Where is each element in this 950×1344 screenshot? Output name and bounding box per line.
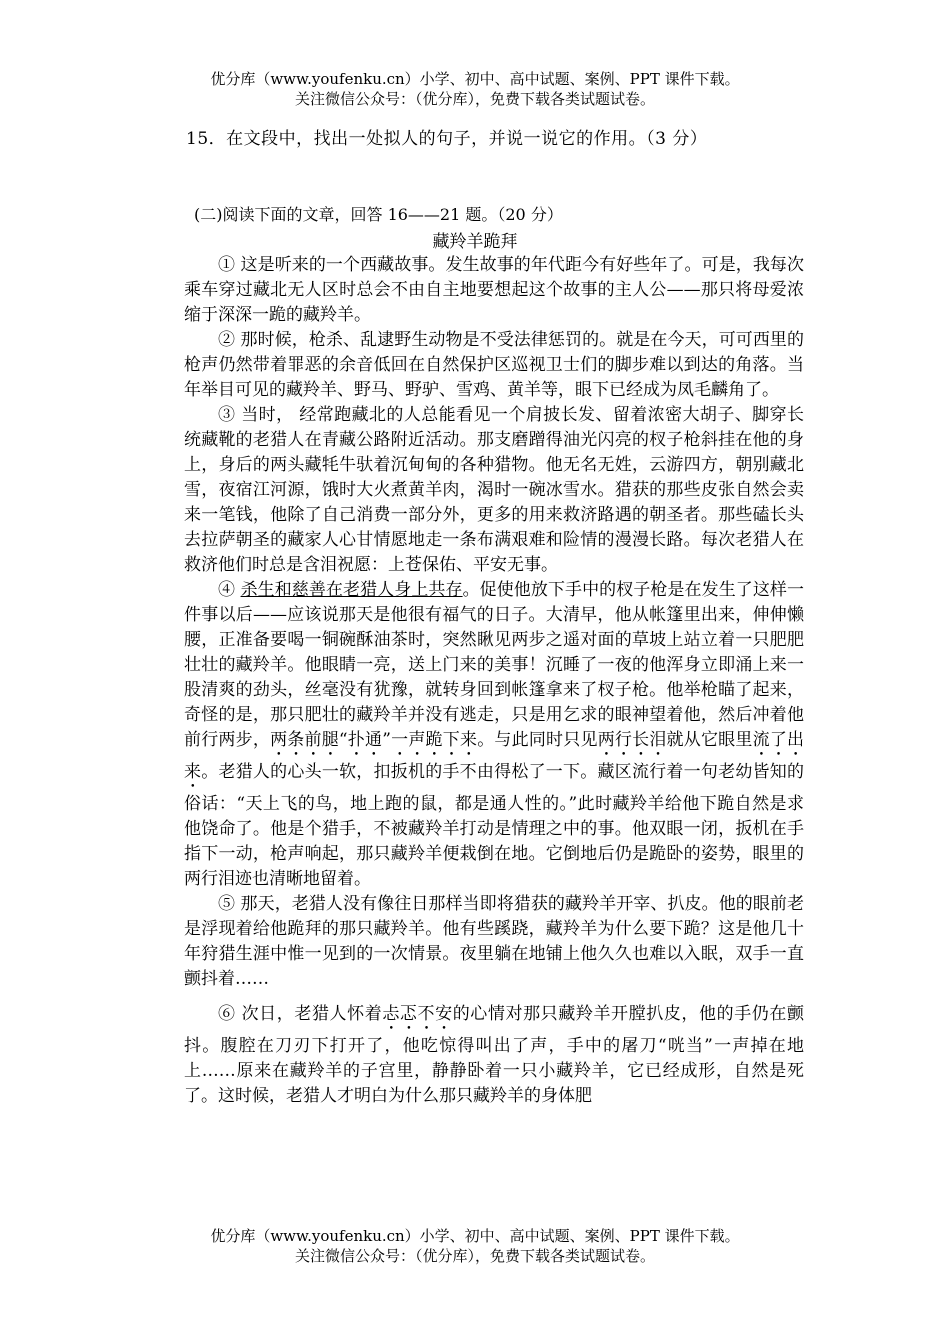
footer-line-1: 优分库（www.youfenku.cn）小学、初中、高中试题、案例、PPT 课件下载。 <box>210 1227 740 1245</box>
header-line-1: 优分库（www.youfenku.cn）小学、初中、高中试题、案例、PPT 课件下载。 <box>210 70 740 88</box>
page-header <box>0 69 950 109</box>
article-body <box>184 253 804 1109</box>
paragraph-1: ① 这是听来的一个西藏故事。发生故事的年代距今有好些年了。可是，我每次乘车穿过藏北无人区时总会不由自主地要想起这个故事的主人公——那只将母爱浓缩于深深一跪的藏羚羊。 <box>184 255 804 325</box>
header-line-2: 关注微信公众号：（优分库），免费下载各类试题试卷。 <box>294 90 655 108</box>
article-title: 藏羚羊跪拜 <box>432 232 518 252</box>
underlined-sentence: 杀生和慈善在老猎人身上共存 <box>240 580 463 600</box>
paragraph-4-part-c: 就从它眼里 <box>666 730 753 750</box>
question-15: 15．在文段中，找出一处拟人的句子，并说一说它的作用。（3 分） <box>186 129 708 149</box>
dotted-phrase-4: 忐忑不安 <box>382 1004 453 1024</box>
dotted-phrase-2: 两行长泪 <box>597 730 667 750</box>
paragraph-6-part-b: 的心情对那只藏羚羊开膛扒皮，他的手仍在颤抖。腹腔在刀刃下打开了，他吃惊得叫出了声，手中的屠刀“咣当”一声掉在地上……原来在藏羚羊的子宫里，静静卧着一只小藏羚羊，它已经成形，自然是死了。这时候，老猎人才明白为什么那只藏羚羊的身体肥 <box>184 1004 804 1106</box>
paragraph-5: ⑤ 那天，老猎人没有像往日那样当即将猎获的藏羚羊开宰、扒皮。他的眼前老是浮现着给他跪拜的那只藏羚羊。他有些蹊跷，藏羚羊为什么要下跪？这是他几十年狩猎生涯中惟一见到的一次情景。夜里躺在地铺上他久久也难以入眠，双手一直颤抖着…… <box>184 894 804 989</box>
dotted-phrase-3: 流了出来 <box>184 730 805 782</box>
paragraph-4-part-b: 。与此同时只见 <box>477 730 598 750</box>
paragraph-6 <box>184 1002 804 1109</box>
paragraph-3: ③ 当时， 经常跑藏北的人总能看见一个肩披长发、留着浓密大胡子、脚穿长统藏靴的老猎人在青藏公路附近活动。那支磨蹭得油光闪亮的杈子枪斜挂在他的身上，身后的两头藏牦牛驮着沉甸甸的各种猎物。他无名无姓，云游四方，朝别藏北雪，夜宿江河源，饿时大火煮黄羊肉，渴时一碗冰雪水。猎获的那些皮张自然会卖来一笔钱，他除了自己消费一部分外，更多的用来救济路遇的朝圣者。那些磕长头去拉萨朝圣的藏家人心甘情愿地走一条布满艰难和险情的漫漫长路。每次老猎人在救济他们时总是含泪祝愿：上苍保佑、平安无事。 <box>184 405 804 575</box>
paragraph-2: ② 那时候，枪杀、乱逮野生动物是不受法律惩罚的。就是在今天，可可西里的枪声仍然带着罪恶的余音低回在自然保护区巡视卫士们的脚步难以到达的角落。当年举目可见的藏羚羊、野马、野驴、雪鸡、黄羊等，眼下已经成为凤毛麟角了。 <box>184 330 804 400</box>
page-footer <box>0 1226 950 1266</box>
paragraph-4-part-d: 。老猎人的心头一软，扣扳机的手不由得松了一下。藏区流行着一句老幼皆知的俗话：“天上飞的鸟，地上跑的鼠，都是通人性的。”此时藏羚羊给他下跪自然是求他饶命了。他是个猎手，不被藏羚羊打动是情理之中的事。他双眼一闭，扳机在手指下一动，枪声响起，那只藏羚羊便栽倒在地。它倒地后仍是跪卧的姿势，眼里的两行泪迹也清晰地留着。 <box>184 762 805 889</box>
paragraph-6-part-a: ⑥ 次日，老猎人怀着 <box>218 1004 383 1024</box>
paragraph-4-part-a: 。促使他放下手中的杈子枪是在发生了这样一件事以后——应该说那天是他很有福气的日子。大清早，他从帐篷里出来，伸伸懒腰，正准备要喝一铜碗酥油茶时，突然瞅见两步之遥对面的草坡上站立着一只肥肥壮壮的藏羚羊。他眼睛一亮，送上门来的美事！沉睡了一夜的他浑身立即涌上来一股清爽的劲头，丝毫没有犹豫，就转身回到帐篷拿来了杈子枪。他举枪瞄了起来，奇怪的是，那只肥壮的藏羚羊并没有逃走，只是用乞求的眼神望着他，然后冲着他前行两步， <box>184 580 805 750</box>
dotted-phrase-1: 两条前腿“扑通”一声跪下来 <box>270 730 478 750</box>
section-heading: (二)阅读下面的文章，回答 16——21 题。（20 分） <box>194 205 563 224</box>
footer-line-2: 关注微信公众号：（优分库），免费下载各类试题试卷。 <box>294 1247 655 1265</box>
paragraph-4: ④ 杀生和慈善在老猎人身上共存。促使他放下手中的杈子枪是在发生了这样一件事以后——应该说那天是他很有福气的日子。大清早，他从帐篷里出来，伸伸懒腰，正准备要喝一铜碗酥油茶时，突然瞅见两步之遥对面的草坡上站立着一只肥肥壮壮的藏羚羊。他眼睛一亮，送上门来的美事！沉睡了一夜的他浑身立即涌上来一股清爽的劲头，丝毫没有犹豫，就转身回到帐篷拿来了杈子枪。他举枪瞄了起来，奇怪的是，那只肥壮的藏羚羊并没有逃走，只是用乞求的眼神望着他，然后冲着他前行两步，两条前腿“扑通”一声跪下来。与此同时只见两行长泪就从它眼里流了出来。老猎人的心头一软，扣扳机的手不由得松了一下。藏区流行着一句老幼皆知的俗话：“天上飞的鸟，地上跑的鼠，都是通人性的。”此时藏羚羊给他下跪自然是求他饶命了。他是个猎手，不被藏羚羊打动是情理之中的事。他双眼一闭，扳机在手指下一动，枪声响起，那只藏羚羊便栽倒在地。它倒地后仍是跪卧的姿势，眼里的两行泪迹也清晰地留着。 <box>184 580 805 889</box>
